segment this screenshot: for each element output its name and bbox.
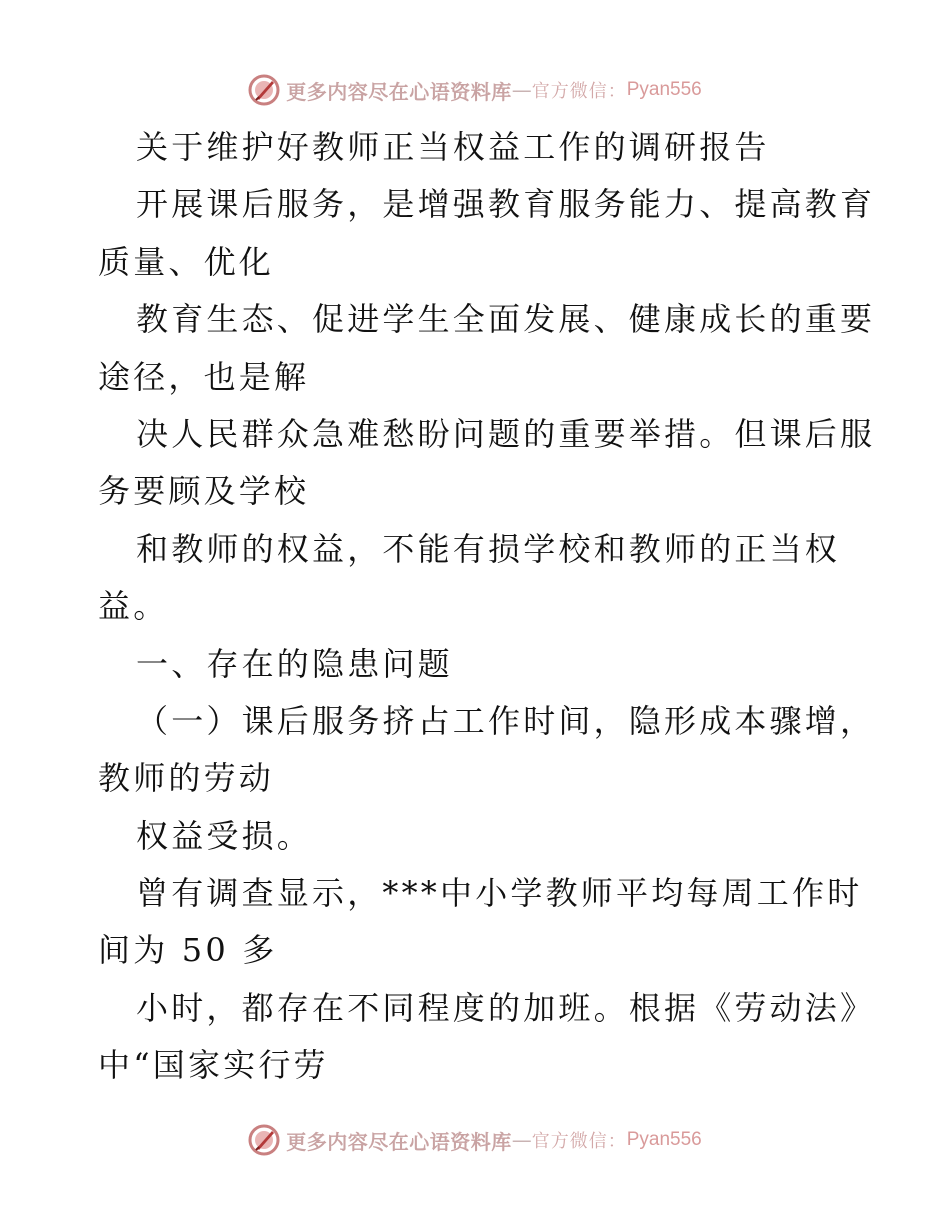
paragraph-line: 间为 50 多: [98, 931, 278, 970]
paragraph-line: 开展课后服务，是增强教育服务能力、提高教育: [136, 185, 876, 224]
paragraph-line: 权益受损。: [136, 816, 313, 855]
paragraph-line: 教育生态、促进学生全面发展、健康成长的重要: [136, 300, 876, 339]
banner-main-text: 更多内容尽在心语资料库: [286, 79, 512, 104]
banner-wechat-id: Pyan556: [626, 79, 702, 100]
header-watermark-banner: [0, 70, 950, 110]
paragraph-line: 小时，都存在不同程度的加班。根据《劳动法》: [136, 988, 876, 1027]
paragraph-line: 中“国家实行劳: [98, 1046, 329, 1085]
banner-wechat-label: 官方微信：: [531, 81, 627, 102]
banner-dash: —: [511, 1128, 532, 1152]
document-body: [98, 119, 876, 1095]
paragraph-line: 质量、优化: [98, 242, 275, 281]
banner-dash: —: [511, 78, 532, 102]
banner-wechat-id: Pyan556: [626, 1129, 702, 1150]
document-title: 关于维护好教师正当权益工作的调研报告: [136, 128, 770, 166]
paragraph-line: 途径，也是解: [98, 357, 310, 396]
quill-logo-icon: [248, 1124, 280, 1156]
paragraph-line: 决人民群众急难愁盼问题的重要举措。但课后服: [136, 414, 876, 453]
subsection-heading: （一）课后服务挤占工作时间，隐形成本骤增，: [136, 701, 876, 740]
footer-watermark-banner: [0, 1120, 950, 1160]
paragraph-line: 和教师的权益，不能有损学校和教师的正当权: [136, 529, 841, 568]
paragraph-line: 教师的劳动: [98, 759, 275, 798]
section-heading: 一、存在的隐患问题: [136, 644, 453, 683]
banner-main-text: 更多内容尽在心语资料库: [286, 1129, 512, 1154]
banner-wechat-label: 官方微信：: [531, 1131, 627, 1152]
paragraph-line: 益。: [98, 587, 169, 626]
paragraph-line: 务要顾及学校: [98, 472, 310, 511]
quill-logo-icon: [248, 74, 280, 106]
paragraph-line: 曾有调查显示，***中小学教师平均每周工作时: [136, 874, 863, 913]
